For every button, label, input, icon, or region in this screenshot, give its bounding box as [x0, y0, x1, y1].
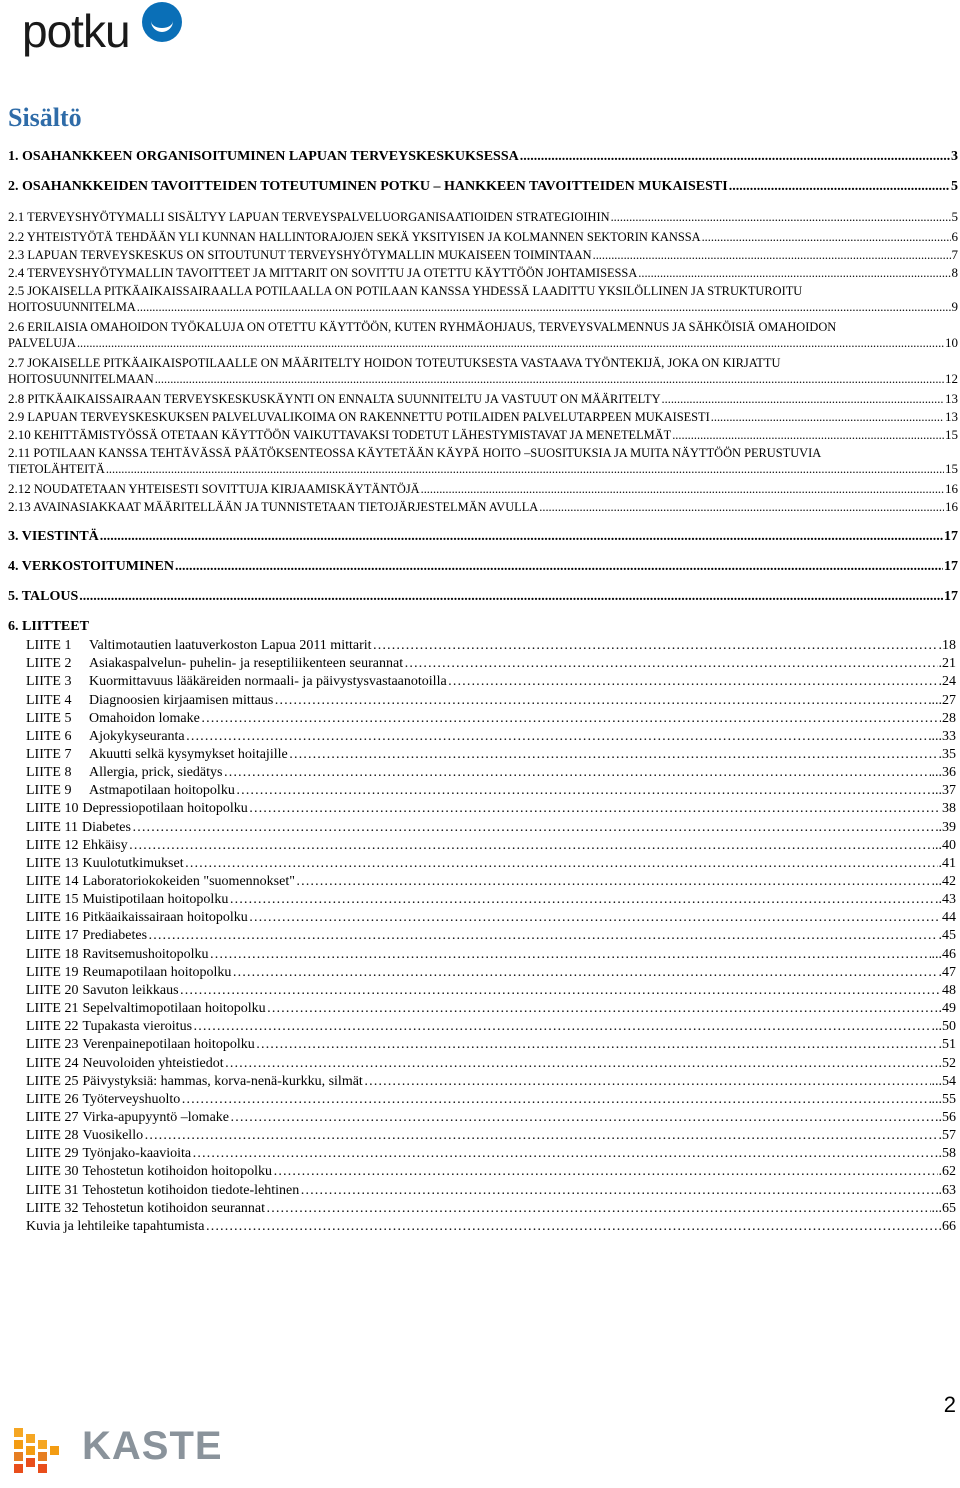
appendix-item[interactable]	[26, 1219, 956, 1235]
appendix-title: Tehostetun kotihoidon seurannat	[82, 1200, 266, 1216]
toc-entry-2-7[interactable]: 2.7 JOKAISELLE PITKÄAIKAISPOTILAALLE ON MÄÄRITELTY HOIDON TOTEUTUKSESTA VASTAAVA TYÖNTEKIJÄ, JOKA ON KIRJATTU HOITOSUUNNITELMAAN ..... 12	[8, 355, 958, 387]
appendix-page: 48	[942, 982, 956, 998]
appendix-label: LIITE 11	[26, 819, 78, 835]
appendix-title: Diabetes	[81, 819, 131, 835]
appendix-item[interactable]	[26, 1019, 956, 1035]
appendix-label: LIITE 12	[26, 837, 79, 853]
appendix-label: LIITE 29	[26, 1146, 79, 1162]
potku-logo-text: potku	[22, 5, 130, 57]
leader-dots	[300, 1183, 937, 1199]
appendix-item[interactable]	[26, 801, 956, 817]
appendix-title: Neuvoloiden yhteistiedot	[82, 1055, 224, 1071]
appendix-label: LIITE 21	[26, 1001, 79, 1016]
leader-dots	[256, 1037, 938, 1053]
leader-dots	[230, 1110, 934, 1126]
appendix-title: Sepelvaltimopotilaan hoitopolku	[82, 1001, 266, 1016]
leader-dots	[192, 1146, 937, 1162]
appendix-label: LIITE 7	[26, 746, 72, 762]
appendix-title: Omahoidon lomake	[89, 710, 200, 726]
appendix-label: LIITE 1	[26, 638, 72, 653]
appendix-title: Ehkäisy	[82, 837, 128, 853]
appendix-item[interactable]	[26, 820, 956, 836]
appendix-title: Työterveyshuolto	[82, 1091, 181, 1107]
appendix-item[interactable]	[26, 874, 956, 890]
appendix-title: Kuulotutkimukset	[82, 855, 184, 871]
leader-dots	[180, 983, 941, 999]
appendix-page: .45	[938, 928, 956, 944]
appendix-label: LIITE 3	[26, 674, 72, 690]
appendix-item[interactable]	[26, 783, 956, 799]
appendix-title: Prediabetes	[82, 928, 148, 944]
appendix-item[interactable]	[26, 965, 956, 981]
appendix-label: LIITE 10	[26, 801, 79, 817]
appendix-title: Pitkäaikaissairaan hoitopolku	[82, 910, 248, 926]
toc-entry-2[interactable]: 2. OSAHANKKEIDEN TAVOITTEIDEN TOTEUTUMINEN POTKU – HANKKEEN TAVOITTEIDEN MUKAISESTI ..... 5	[8, 179, 958, 195]
appendix-page: ...36	[931, 765, 956, 780]
appendix-title: Tehostetun kotihoidon hoitopolku	[82, 1164, 273, 1180]
appendix-page: ..40	[935, 837, 956, 853]
appendix-title: Tehostetun kotihoidon tiedote-lehtinen	[82, 1182, 300, 1198]
leader-dots	[205, 1219, 937, 1235]
appendix-title: Työnjako-kaavioita	[82, 1146, 192, 1162]
appendix-title: Valtimotautien laatuverkoston Lapua 2011 mittarit	[89, 638, 372, 653]
leader-dots	[132, 820, 938, 836]
appendix-page: .41	[938, 855, 956, 871]
appendix-page: ...54	[931, 1073, 956, 1089]
toc-entry-2-8[interactable]: 2.8 PITKÄAIKAISSAIRAAN TERVEYSKESKUSKÄYNTI ON ENNALTA SUUNNITELTU JA VASTUUT ON MÄÄRITELTY ..... 13	[8, 391, 958, 407]
appendix-item[interactable]	[26, 693, 956, 709]
leader-dots	[129, 838, 934, 854]
appendix-item[interactable]	[26, 856, 956, 872]
toc-entry-2-9[interactable]: 2.9 LAPUAN TERVEYSKESKUKSEN PALVELUVALIKOIMA ON RAKENNETTU POTILAIDEN PALVELUTARPEEN MUKAISESTI ..... 13	[8, 409, 958, 425]
appendix-label: LIITE 13	[26, 855, 79, 871]
appendix-label: LIITE 2	[26, 656, 72, 672]
appendix-label: LIITE 5	[26, 710, 72, 726]
appendix-page: 28	[942, 710, 956, 726]
appendix-page: ...37	[931, 783, 956, 799]
appendix-page: .62	[938, 1164, 956, 1180]
kaste-logo-mark-icon	[12, 1418, 76, 1482]
appendix-page: ...27	[931, 692, 956, 708]
appendix-page: .63	[938, 1182, 956, 1198]
leader-dots	[229, 892, 934, 908]
appendix-title: Ajokykyseuranta	[89, 728, 185, 744]
appendix-item[interactable]	[26, 947, 956, 963]
appendix-label: LIITE 9	[26, 783, 72, 799]
appendix-item[interactable]	[26, 910, 956, 926]
appendix-label: LIITE 31	[26, 1182, 79, 1198]
appendix-item[interactable]	[26, 1110, 956, 1126]
toc-entry-1[interactable]: 1. OSAHANKKEEN ORGANISOITUMINEN LAPUAN TERVEYSKESKUKSESSA ..... 3	[8, 149, 958, 165]
leader-dots	[249, 801, 941, 817]
appendix-title: Vuosikello	[82, 1128, 144, 1143]
leader-dots	[185, 856, 938, 872]
appendix-label: LIITE 6	[26, 728, 72, 744]
appendix-label: LIITE 22	[26, 1019, 79, 1035]
toc-entry-4[interactable]: 4. VERKOSTOITUMINEN ..... 17	[8, 559, 958, 575]
appendix-label: LIITE 28	[26, 1128, 79, 1143]
appendix-title: Akuutti selkä kysymykset hoitajille	[89, 746, 288, 762]
appendix-page: .18	[938, 638, 956, 653]
appendix-page: .66	[938, 1218, 956, 1234]
appendix-title: Kuvia ja lehtileike tapahtumista	[26, 1218, 205, 1234]
toc-entry-2-5[interactable]: 2.5 JOKAISELLA PITKÄAIKAISSAIRAALLA POTILAALLA ON POTILAAN KANSSA YHDESSÄ LAADITTU YKSILÖLLINEN JA STRUKTUROITU HOITOSUUNNITELMA ..... 9	[8, 283, 958, 315]
leader-dots	[232, 965, 937, 981]
leader-dots	[274, 693, 930, 709]
appendix-label: LIITE 18	[26, 946, 79, 962]
appendix-label: LIITE 16	[26, 910, 79, 926]
leader-dots	[404, 656, 937, 672]
toc-entry-2-4[interactable]: 2.4 TERVEYSHYÖTYMALLIN TAVOITTEET JA MITTARIT ON SOVITTU JA OTETTU KÄYTTÖÖN JOHTAMISESSA ..... 8	[8, 265, 958, 281]
appendix-title: Kuormittavuus lääkäreiden normaali- ja päivystysvastaanotoilla	[89, 674, 447, 690]
toc-entry-2-13[interactable]: 2.13 AVAINASIAKKAAT MÄÄRITELLÄÄN JA TUNNISTETAAN TIETOJÄRJESTELMÄN AVULLA ..... 16	[8, 499, 958, 515]
appendix-title: Muistipotilaan hoitopolku	[82, 892, 229, 908]
appendix-item[interactable]	[26, 1146, 956, 1162]
appendix-item[interactable]	[26, 747, 956, 763]
appendix-title: Astmapotilaan hoitopolku	[89, 783, 235, 799]
leader-dots	[289, 747, 938, 763]
appendix-item[interactable]	[26, 1201, 956, 1217]
appendix-label: LIITE 25	[26, 1073, 79, 1089]
appendix-page: 44	[942, 910, 956, 926]
appendix-item[interactable]	[26, 638, 956, 654]
appendix-item[interactable]	[26, 1001, 956, 1017]
page-title: Sisältö	[8, 103, 82, 132]
leader-dots	[201, 711, 941, 727]
toc-entry-2-3[interactable]: 2.3 LAPUAN TERVEYSKESKUS ON SITOUTUNUT TERVEYSHYÖTYMALLIN MUKAISEEN TOIMINTAAN ..... 7	[8, 247, 958, 263]
toc-entry-5[interactable]: 5. TALOUS ..... 17	[8, 589, 958, 605]
appendix-item[interactable]	[26, 928, 956, 944]
appendix-item[interactable]	[26, 765, 956, 781]
appendix-label: LIITE 19	[26, 964, 79, 980]
kaste-logo-text: KASTE	[82, 1424, 223, 1468]
appendix-label: LIITE 26	[26, 1091, 79, 1107]
appendix-page: .21	[938, 656, 956, 672]
appendix-title: Laboratoriokokeiden "suomennokset"	[82, 874, 295, 889]
appendix-page: .57	[938, 1128, 956, 1143]
potku-logo	[20, 0, 190, 68]
toc-entry-2-1[interactable]: 2.1 TERVEYSHYÖTYMALLI SISÄLTYY LAPUAN TERVEYSPALVELUORGANISAATIOIDEN STRATEGIOIHIN ..... 5	[8, 209, 958, 225]
toc-entry-3[interactable]: 3. VIESTINTÄ ..... 17	[8, 529, 958, 545]
toc-entry-2-10[interactable]: 2.10 KEHITTÄMISTYÖSSÄ OTETAAN KÄYTTÖÖN VAIKUTTAVAKSI TODETUT LÄHESTYMISTAVAT JA MENETELMÄT ..... 15	[8, 427, 958, 443]
appendix-item[interactable]	[26, 892, 956, 908]
leader-dots	[296, 874, 931, 890]
leader-dots	[186, 729, 931, 745]
leader-dots	[249, 910, 941, 926]
appendix-item[interactable]	[26, 1056, 956, 1072]
appendix-page: .58	[938, 1146, 956, 1162]
appendix-page: .35	[938, 746, 956, 762]
leader-dots	[266, 1201, 930, 1217]
appendix-item[interactable]	[26, 1074, 956, 1090]
appendix-title: Päivystyksiä: hammas, korva-nenä-kurkku, silmät	[82, 1073, 363, 1089]
smile-icon	[142, 2, 182, 42]
appendix-label: LIITE 27	[26, 1109, 79, 1125]
appendix-title: Savuton leikkaus	[82, 982, 179, 998]
appendix-item[interactable]	[26, 1183, 956, 1199]
appendix-item[interactable]	[26, 1164, 956, 1180]
appendix-label: LIITE 30	[26, 1164, 79, 1180]
appendix-item[interactable]	[26, 1128, 956, 1144]
appendix-page: ...50	[931, 1019, 956, 1035]
appendix-label: LIITE 32	[26, 1200, 79, 1216]
toc-entry-6: 6. LIITTEET	[8, 619, 89, 634]
appendix-page: .49	[938, 1001, 956, 1016]
appendix-page: ...42	[931, 874, 956, 889]
appendix-item[interactable]	[26, 729, 956, 745]
leader-dots	[373, 638, 938, 654]
appendix-label: LIITE 14	[26, 874, 79, 889]
leader-dots	[225, 1056, 938, 1072]
appendix-page: ..43	[935, 892, 956, 908]
appendix-title: Allergia, prick, siedätys	[89, 765, 223, 780]
leader-dots	[148, 928, 937, 944]
appendix-page: .24	[938, 674, 956, 690]
appendix-title: Verenpainepotilaan hoitopolku	[82, 1037, 255, 1053]
appendix-page: ...65	[931, 1200, 956, 1216]
kaste-logo	[12, 1418, 222, 1482]
appendix-title: Diagnoosien kirjaamisen mittaus	[89, 692, 274, 708]
toc-entry-2-6[interactable]: 2.6 ERILAISIA OMAHOIDON TYÖKALUJA ON OTETTU KÄYTTÖÖN, KUTEN RYHMÄOHJAUS, TERVEYSVALMENNUS JA SÄHKÖISIÄ OMAHOIDON PALVELUJA ..... 10	[8, 319, 958, 351]
appendix-title: Tupakasta vieroitus	[82, 1019, 193, 1035]
page-number: 2	[943, 1392, 956, 1417]
appendix-item[interactable]	[26, 711, 956, 727]
appendix-page: .51	[938, 1037, 956, 1053]
appendix-page: ..56	[935, 1109, 956, 1125]
leader-dots	[181, 1092, 930, 1108]
appendix-item[interactable]	[26, 656, 956, 672]
appendix-title: Asiakaspalvelun- puhelin- ja reseptiliikenteen seurannat	[89, 656, 404, 672]
appendix-page: ...55	[931, 1091, 956, 1107]
appendix-title: Reumapotilaan hoitopolku	[82, 964, 232, 980]
appendix-label: LIITE 15	[26, 892, 79, 908]
appendix-item[interactable]	[26, 983, 956, 999]
appendix-item[interactable]	[26, 674, 956, 690]
appendix-label: LIITE 17	[26, 928, 79, 944]
appendix-page: .52	[938, 1055, 956, 1071]
appendix-label: LIITE 24	[26, 1055, 79, 1071]
toc-entry-2-12[interactable]: 2.12 NOUDATETAAN YHTEISESTI SOVITTUJA KIRJAAMISKÄYTÄNTÖJÄ ..... 16	[8, 481, 958, 497]
appendix-label: LIITE 8	[26, 765, 72, 780]
appendix-title: Depressiopotilaan hoitopolku	[82, 801, 248, 817]
appendix-page: .39	[938, 819, 956, 835]
leader-dots	[267, 1001, 938, 1017]
leader-dots	[364, 1074, 931, 1090]
appendix-item[interactable]	[26, 1092, 956, 1108]
appendix-label: LIITE 4	[26, 692, 72, 708]
appendix-page: 38	[942, 801, 956, 817]
leader-dots	[448, 674, 938, 690]
leader-dots	[236, 783, 931, 799]
leader-dots	[273, 1164, 937, 1180]
appendix-title: Ravitsemushoitopolku	[82, 946, 209, 962]
leader-dots	[144, 1128, 937, 1144]
toc-entry-2-2[interactable]: 2.2 YHTEISTYÖTÄ TEHDÄÄN YLI KUNNAN HALLINTORAJOJEN SEKÄ YKSITYISEN JA KOLMANNEN SEKTORIN KANSSA ..... 6	[8, 229, 958, 245]
appendix-page: ...46	[931, 946, 956, 962]
toc-entry-2-11[interactable]: 2.11 POTILAAN KANSSA TEHTÄVÄSSÄ PÄÄTÖKSENTEOSSA KÄYTETÄÄN KÄYPÄ HOITO –SUOSITUKSIA JA MUITA NÄYTTÖÖN PERUSTUVIA TIETOLÄHTEITÄ ..... 15	[8, 445, 958, 477]
leader-dots	[209, 947, 930, 963]
appendix-item[interactable]	[26, 838, 956, 854]
appendix-title: Virka-apupyyntö –lomake	[82, 1109, 229, 1125]
appendix-item[interactable]	[26, 1037, 956, 1053]
appendix-label: LIITE 23	[26, 1037, 79, 1053]
appendix-page: .47	[938, 964, 956, 980]
appendix-page: ...33	[931, 728, 956, 744]
leader-dots	[224, 765, 931, 781]
appendix-label: LIITE 20	[26, 982, 79, 998]
leader-dots	[193, 1019, 930, 1035]
